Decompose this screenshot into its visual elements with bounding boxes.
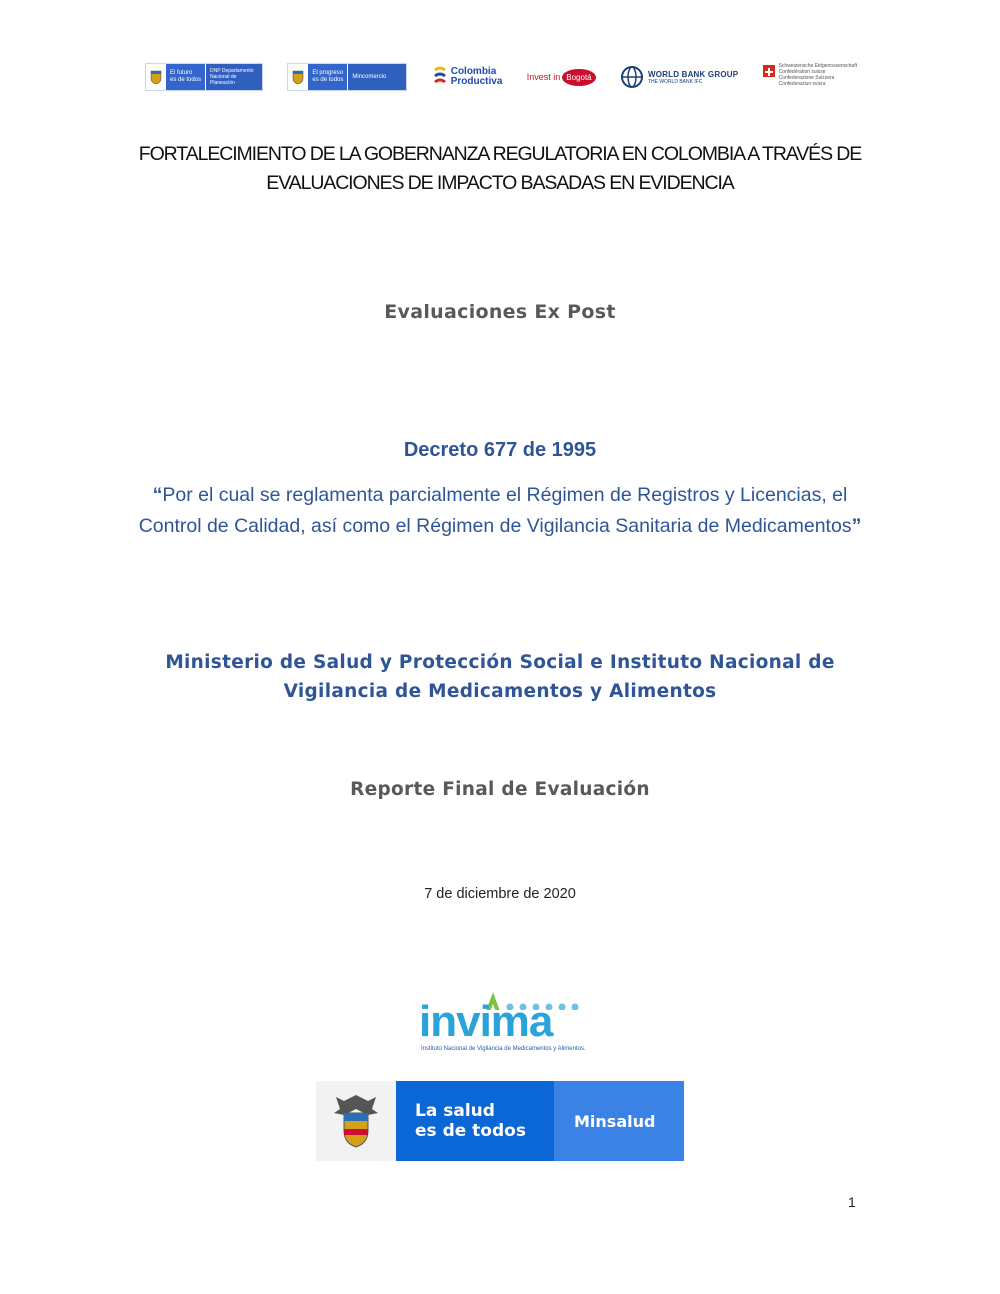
colombia-productiva-line2: Productiva (450, 76, 503, 87)
mincomercio-agency: Mincomercio (347, 64, 406, 90)
invest-in-bogota-logo (527, 63, 596, 91)
document-title (60, 140, 940, 198)
world-bank-sub: THE WORLD BANK IFC (647, 78, 703, 85)
document-subtitle: Evaluaciones Ex Post (384, 301, 616, 323)
minsalud-banner (316, 1081, 684, 1161)
page-number: 1 (848, 1194, 856, 1210)
dnp-logo (145, 63, 263, 91)
decree-description (130, 480, 870, 542)
minsalud-slogan (396, 1081, 554, 1161)
dnp-slogan-line1: El futuro (170, 70, 193, 76)
report-date: 7 de diciembre de 2020 (424, 886, 576, 902)
minsalud-slogan-line2: es de todos (415, 1121, 526, 1141)
colombia-productiva-logo (432, 63, 503, 91)
colombia-coat-of-arms-icon (316, 1081, 396, 1161)
document-title-line1: FORTALECIMIENTO DE LA GOBERNANZA REGULATORIA EN COLOMBIA A TRAVÉS DE (138, 143, 862, 165)
close-quote: ” (851, 515, 862, 537)
invima-wordmark: invima (419, 997, 553, 1046)
invest-in-text: Invest in (526, 72, 561, 82)
document-title-line2: EVALUACIONES DE IMPACTO BASADAS EN EVIDENCIA (266, 172, 734, 194)
decree-description-text: Por el cual se reglamenta parcialmente el Régimen de Registros y Licencias, el Control de Calidad, así como el Régimen de Vigilancia Sanitaria de Medicamentos (138, 484, 852, 537)
bogota-badge: Bogotá (562, 69, 595, 86)
colombia-productiva-icon (432, 66, 448, 88)
ministry-name: Ministerio de Salud y Protección Social e Instituto Nacional de Vigilancia de Medicamentos y Alimentos (165, 652, 835, 702)
swiss-flag-icon (763, 65, 775, 77)
swiss-confederation-logo (763, 63, 857, 91)
decree-title: Decreto 677 de 1995 (403, 439, 597, 461)
dnp-agency: DNP Departamento Nacional de Planeación (205, 64, 262, 90)
swiss-line-it: Confederazione Svizzera (778, 75, 835, 81)
open-quote: “ (152, 484, 163, 506)
colombia-productiva-line1: Colombia (450, 66, 497, 77)
minsalud-brand: Minsalud (554, 1081, 684, 1161)
colombia-shield-icon (288, 64, 308, 90)
partner-logo-strip (145, 60, 857, 94)
dnp-slogan-line2: es de todos (170, 77, 202, 83)
mincomercio-slogan-line1: El progreso (312, 70, 344, 76)
globe-icon (620, 65, 644, 89)
colombia-shield-icon (146, 64, 166, 90)
invima-tagline: Instituto Nacional de Vigilancia de Medicamentos y Alimentos. (421, 1046, 586, 1052)
world-bank-group-logo (620, 63, 738, 91)
invima-logo (415, 990, 585, 1056)
swiss-line-fr: Confédération suisse (778, 69, 826, 75)
swiss-line-rm: Confederaziun svizra (778, 81, 826, 87)
minsalud-slogan-line1: La salud (415, 1101, 495, 1121)
mincomercio-slogan-line2: es de todos (312, 77, 344, 83)
swiss-line-de: Schweizerische Eidgenossenschaft (778, 63, 857, 69)
world-bank-name: WORLD BANK GROUP (647, 69, 739, 79)
mincomercio-logo (287, 63, 407, 91)
report-type: Reporte Final de Evaluación (350, 779, 650, 800)
